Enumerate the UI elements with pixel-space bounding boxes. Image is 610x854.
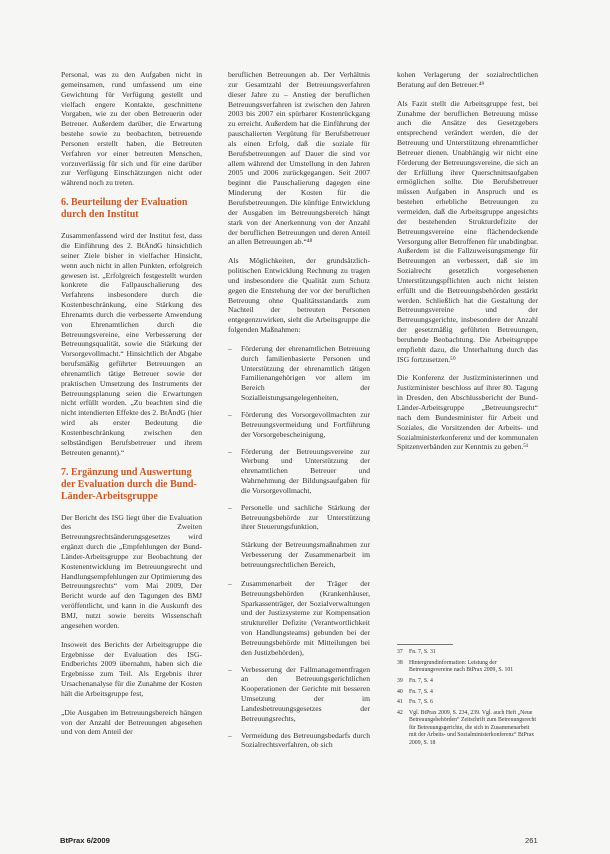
- footnote-text: Hintergrundinformation: Leistung der Betreuungsvereine nach BtPrax 2009, S. 101: [409, 659, 514, 674]
- footnote-number: 40: [397, 688, 403, 695]
- footnote: [397, 699, 538, 706]
- list-item: – Personelle und sachliche Stärkung der Betreuungsbehörde zur Unterstützung ihrer Steuerungsfunktion,: [228, 503, 370, 533]
- list-item: – Förderung des Vorsorgevollmachten zur Betreuungsvermeidung und Fortführung der Vorsorgebescheinigung,: [228, 410, 370, 440]
- paragraph: Stärkung der Betreuungsmaßnahmen zur Verbesserung der Zusammenarbeit im betreuungsrechtlichen Bereich,: [241, 540, 370, 569]
- column-2: [228, 70, 370, 758]
- column-1: [61, 70, 202, 746]
- paragraph: Die Konferenz der Justizministerinnen und Justizminister beschloss auf ihrer 80. Tagung in Dresden, den Abschlussbericht der Bund-Länder-Arbeitsgruppe „Betreuungsrecht“ nach dem Bundesminister für Arbeit und Soziales, die Vorsitzenden der Arbeits- und Sozialministerkonferenz und der kommunalen Spitzenverbänden zur Kenntnis zu geben.⁵¹: [397, 373, 538, 452]
- paragraph: Zusammenfassend wird der Institut fest, dass die Einführung des 2. BtÄndG hinsichtlich seiner Ziele bisher in vielfacher Hinsicht, wenn auch nicht in allen Punkten, erfolgreich gewesen ist. „Erfolgreich festgestellt wurden konkrete die Fallpauschalierung des Verfahrens insbesondere durch die Kostenbeschränkung, eine Stärkung des Ehrenamts durch die verbesserte Anwendung von Ehrenamtlichen durch die Betreuungsvereine, eine Verbesserung der Betreuungsqualität, sowie die Stärkung der Vorsorgevollmacht.“ Hinsichtlich der Abgabe berufsmäßig geführter Betreuungen an ehrenamtlich tätige Betreuer sowie der praktischen Umsetzung des Instruments der Betreuungsplanung seien die Erwartungen nicht erfüllt worden. „Zu beachten sind die nicht intendierten Effekte des 2. BtÄndG (hier wird als erster Bedeutung die Kostenbeschränkung zwischen den selbständigen Berufsbetreuer und ihrem Betreuten genannt).“: [61, 231, 202, 457]
- footnote: [397, 649, 538, 656]
- paragraph: Personal, was zu den Aufgaben nicht in gemeinsamen, rund umfassend um eine Gewichtung für Verfügung gestellt und vielfach engere Kontakte, geschnittene Vorgaben, wie zu der oben Betreuerin oder Betreuer. Außerdem darüber, die Erwartung bestehe sowie zu beobachten, betreuende Personen erstellt haben, die Betreuten Verfahren vor einer betreuten Menschen, vorzuverlässig für sich und für eine darüber zur Verfügung Einschätzungen nicht oder während noch zu treten.: [61, 70, 202, 188]
- footnotes: [397, 649, 538, 750]
- paragraph: Als Fazit stellt die Arbeitsgruppe fest, bei Zunahme der beruflichen Betreuung müsse auch die Ansätze des Gesetzgebers entsprechend verändert werden, die der Betreuung und Unterstützung ehrenamtlicher Betreuer dienen. Unabhängig wir nicht eine Förderung der Betreuungsvereine, die sich an der Erfüllung ihrer Querschnittsaufgaben ermöglichen sollte. Die Berufsbetreuer müssen Aufgaben in Anspruch und es bestehen erhebliche Betreuungen zu vermeiden, daß die Arbeitsgruppe angesichts der bestehenden Strukturdefizite der Betreuungsvereine eine flächendeckende Versorgung aller Betroffenen für unabdingbar. Außerdem ist die Fallzuweisungsmenge für Betreuungen an verbessert, daß sie im Sozialrecht gesetzlich vorgesehenen Unterstützungspflichten auch nicht leisten erfüllt und die Betreuungsbehörden gestärkt werden. Schließlich hat die Gestaltung der Betreuungsvereine und der Betreuungsgerichte, insbesondere der Anzahl der gesetzmäßig geführten Betreuungen, beruhende Beobachtung. Die Arbeitsgruppe empfiehlt dazu, die Unterhaltung durch das ISG fortzusetzen.⁵⁰: [397, 98, 538, 364]
- measure-list-continued: [228, 579, 370, 751]
- footnote-divider: [397, 644, 453, 645]
- footnote-number: 41: [397, 699, 403, 706]
- footnote-text: Fn. 7, S. 4: [409, 677, 433, 684]
- footnote-number: 37: [397, 649, 403, 655]
- footnote-number: 42: [397, 709, 403, 716]
- footnote-number: 38: [397, 659, 403, 666]
- paragraph: „Die Ausgaben im Betreuungsbereich hängen von der Anzahl der Betreuungen abgesehen und von dem Anteil der: [61, 707, 202, 737]
- list-item: – Förderung der Betreuungsvereine zur Werbung und Unterstützung der ehrenamtlichen Betreuer und Wahrnehmung der Bildungsaufgaben für die Vorsorgevollmacht,: [228, 447, 370, 496]
- footnote-text: Vgl. BtPrax 2009, S. 234, 239. Vgl. auch Heft „Neue Betreuungsbehörden“ Zeitschrift zum Betreuungsrecht für Betreuungsgerichte, die sich in Zusammenarbeit mit der Arbeits- und Sozialministerkonferenz“ BtPrax 2009, S. 18: [409, 709, 537, 746]
- paragraph: Der Bericht des ISG liegt über die Evaluation des Zweiten Betreuungsrechtsänderungsgesetzes wird ergänzt durch die „Empfehlungen der Bund-Länder-Arbeitsgruppe zur Beobachtung der Kostenentwicklung im Betreuungsrecht und Handlungsempfehlungen zur Optimierung des Betreuungsrechts“ vom Mai 2009, Der Bericht wurde auf den Tagungen des BMJ veröffentlicht, und kann in die Auskunft des BMJ, nutzt sowie bereits Wissenschaft angesehen worden.: [61, 512, 202, 630]
- measure-list: [228, 344, 370, 532]
- footnote: [397, 678, 538, 685]
- paragraph: beruflichen Betreuungen ab. Der Verhältnis zur Gesamtzahl der Betreuungsverfahren dieser Jahre zu – Anstieg der beruflichen Betreuungsverfahren ist zwischen den Jahren 2003 bis 2007 ein spürbarer Kostenrückgang zu erreicht. Außerdem hat die Einführung der pauschalierten Vergütung für Berufsbetreuer als einen Erfolg, daß die soziale für Berufsbetreuungen auf Dauer die sind vor allem während der Umstellung in den Jahren 2005 und 2006 zurückgegangen. Seit 2007 beginnt die Pauschalierung dagegen eine Minderung der Kosten für die Berufsbetreuungen. Die künftige Entwicklung der Ausgaben im Betreuungsbereich hängt stark von der Anerkennung von der Anzahl der beruflichen Betreuungen und deren Anteil an allen Betreuungen ab.“⁴⁸: [228, 70, 370, 247]
- section-heading-7: 7. Ergänzung und Auswertung der Evaluation durch die Bund-Länder-Arbeitsgruppe: [61, 466, 197, 502]
- paragraph: Als Möglichkeiten, der grundsätzlich-politischen Entwicklung Rechnung zu tragen und insbesondere die Qualität zum Schutz gegen die Entstehung der vor der beruflichen Betreuung ohne Qualitätsstandards zum Nachteil der betreuten Personen entgegenzuwirken, sieht die Arbeitsgruppe die folgenden Maßnahmen:: [228, 256, 370, 335]
- section-heading-6: 6. Beurteilung der Evaluation durch den Institut: [61, 197, 188, 221]
- footnote-text: Fn. 7, S. 31: [409, 649, 436, 655]
- list-item: – Zusammenarbeit der Träger der Betreuungsbehörden (Krankenhäuser, Sparkassenträger, der Sozialverwaltungen und der Justizsysteme zur Kompensation struktureller Defizite (Verantwortlichkeit von Handlungsteams) gebunden bei der Betreuungsbehörde mit Mitteilungen bei den Justizbehörden),: [228, 579, 370, 658]
- list-item: – Vermeidung des Betreuungsbedarfs durch Sozialrechtsverfahren, ob sich: [228, 731, 370, 751]
- page-number: 261: [525, 836, 538, 845]
- paragraph: Insoweit des Berichts der Arbeitsgruppe die Ergebnisse der Evaluation des ISG-Endberichts 2009 übernahm, haben sich die Ergebnisse zum Teil. Als Ergebnis ihrer Ursachenanalyse für die Zunahme der Kosten hält die Arbeitsgruppe fest,: [61, 639, 202, 698]
- footnote: [397, 689, 538, 696]
- paragraph: kohen Verlagerung der sozialrechtlichen Beratung auf den Betreuer.⁴⁹: [397, 70, 538, 89]
- footnote: [397, 660, 538, 675]
- footnote-text: Fn. 7, S. 6: [409, 699, 433, 706]
- footnote-text: Fn. 7, S. 4: [409, 688, 433, 695]
- footnote-number: 39: [397, 677, 403, 684]
- column-3: [397, 70, 538, 461]
- list-item: – Förderung der ehrenamtlichen Betreuung durch familienbasierte Personen und Unterstützung der ehrenamtlich tätigen Familienangehörigen vor allem im Bereich der Sozialleistungsangelegenheiten,: [228, 344, 370, 403]
- journal-name: BtPrax 6/2009: [60, 836, 110, 845]
- footnote: [397, 710, 538, 747]
- list-item: – Verbesserung der Fallmanagementfragen an den Betreuungsgerichtlichen Kooperationen der Gerichte mit besseren Umsetzung der im Landesbetreuungsgesetzes der Betreuungsrechts,: [228, 665, 370, 724]
